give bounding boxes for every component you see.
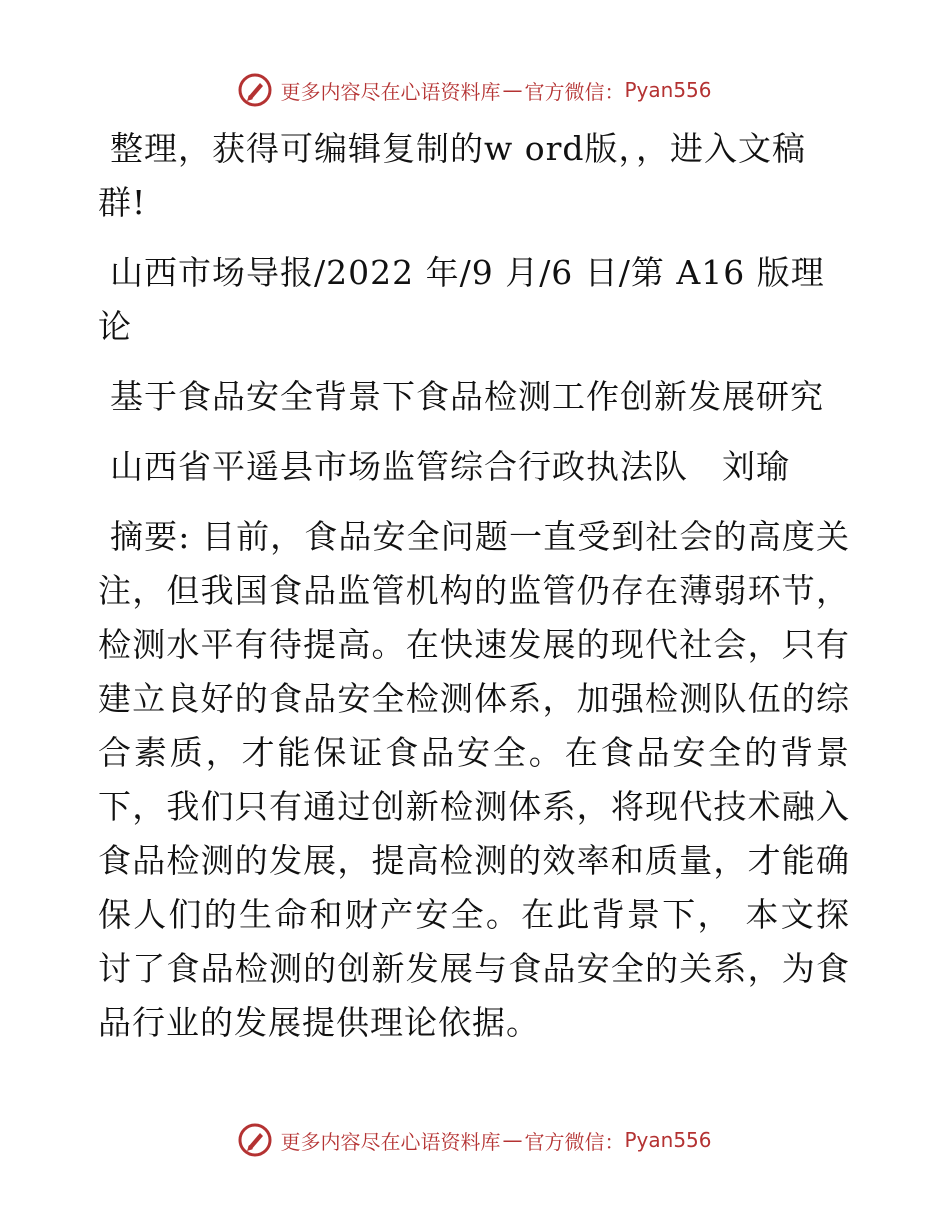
- abstract-paragraph: 摘要: 目前，食品安全问题一直受到社会的高度关注，但我国食品监管机构的监管仍存在薄弱环节，检测水平有待提高。在快速发展的现代社会，只有建立良好的食品安全检测体系，加强检测队伍的综合素质，才能保证食品安全。在食品安全的背景下，我们只有通过创新检测体系，将现代技术融入食品检测的发展，提高检测的效率和质量，才能确保人们的生命和财产安全。在此背景下， 本文探讨了食品检测的创新发展与食品安全的关系，为食品行业的发展提供理论依据。: [98, 517, 850, 1042]
- watermark-separator: —: [502, 1128, 523, 1152]
- watermark-text: 更多内容尽在心语资料库: [280, 79, 501, 104]
- watermark-banner-top: [0, 70, 950, 110]
- watermark-wechat-label: 官方微信：: [524, 1129, 625, 1154]
- article-title: 基于食品安全背景下食品检测工作创新发展研究: [110, 377, 824, 416]
- watermark-wechat-id: Pyan556: [624, 78, 712, 102]
- watermark-text: 更多内容尽在心语资料库: [280, 1129, 501, 1154]
- source-line: 山西市场导报/2022 年/9 月/6 日/第 A16 版理论: [98, 253, 825, 346]
- watermark-wechat-label: 官方微信：: [524, 79, 625, 104]
- watermark-banner-bottom: [0, 1120, 950, 1160]
- pen-logo-icon: [238, 73, 272, 107]
- document-body: [98, 122, 850, 1070]
- intro-line: 整理，获得可编辑复制的w ord版，，进入文稿群!: [98, 129, 807, 222]
- author-line: 山西省平遥县市场监管综合行政执法队 刘瑜: [110, 447, 790, 486]
- watermark-separator: —: [502, 78, 523, 102]
- watermark-wechat-id: Pyan556: [624, 1128, 712, 1152]
- pen-logo-icon: [238, 1123, 272, 1157]
